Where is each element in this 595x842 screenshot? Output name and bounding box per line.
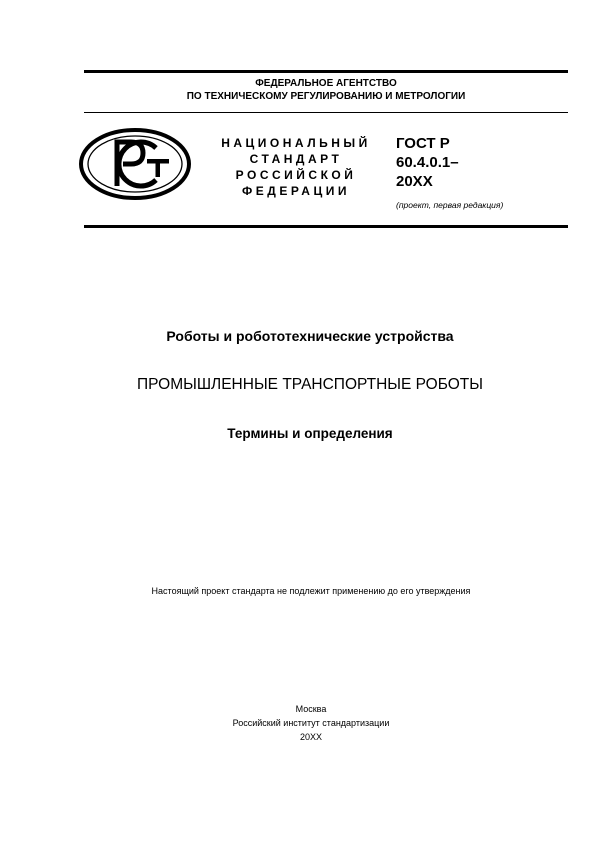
imprint-year: 20ХХ	[299, 732, 323, 742]
national-standard-block	[208, 135, 384, 199]
agency-line-2: ПО ТЕХНИЧЕСКОМУ РЕГУЛИРОВАНИЮ И МЕТРОЛОГИИ	[186, 91, 466, 102]
national-line-3: РОССИЙСКОЙ	[235, 168, 357, 182]
imprint-city: Москва	[295, 704, 327, 714]
agency-line-1: ФЕДЕРАЛЬНОЕ АГЕНТСТВО	[255, 78, 397, 89]
gost-line-3: 20ХХ	[396, 173, 433, 190]
top-rule	[84, 70, 568, 73]
national-line-4: ФЕДЕРАЦИИ	[242, 184, 350, 198]
draft-notice: Настоящий проект стандарта не подлежит применению до его утверждения	[151, 586, 471, 596]
draft-note: (проект, первая редакция)	[396, 200, 504, 210]
main-title: ПРОМЫШЛЕННЫЕ ТРАНСПОРТНЫЕ РОБОТЫ	[137, 376, 483, 393]
national-line-1: НАЦИОНАЛЬНЫЙ	[221, 136, 371, 150]
middle-rule	[84, 112, 568, 113]
gost-line-2: 60.4.0.1–	[396, 154, 459, 171]
national-line-2: СТАНДАРТ	[249, 152, 343, 166]
imprint-publisher: Российский институт стандартизации	[232, 718, 390, 728]
bottom-rule	[84, 225, 568, 228]
gost-line-1: ГОСТ Р	[396, 135, 450, 152]
rst-certification-mark-icon	[77, 126, 193, 202]
standard-number	[396, 134, 566, 191]
subtitle: Термины и определения	[227, 426, 393, 441]
imprint	[0, 702, 595, 744]
series-title: Роботы и робототехнические устройства	[166, 328, 454, 344]
agency-block	[84, 77, 568, 103]
